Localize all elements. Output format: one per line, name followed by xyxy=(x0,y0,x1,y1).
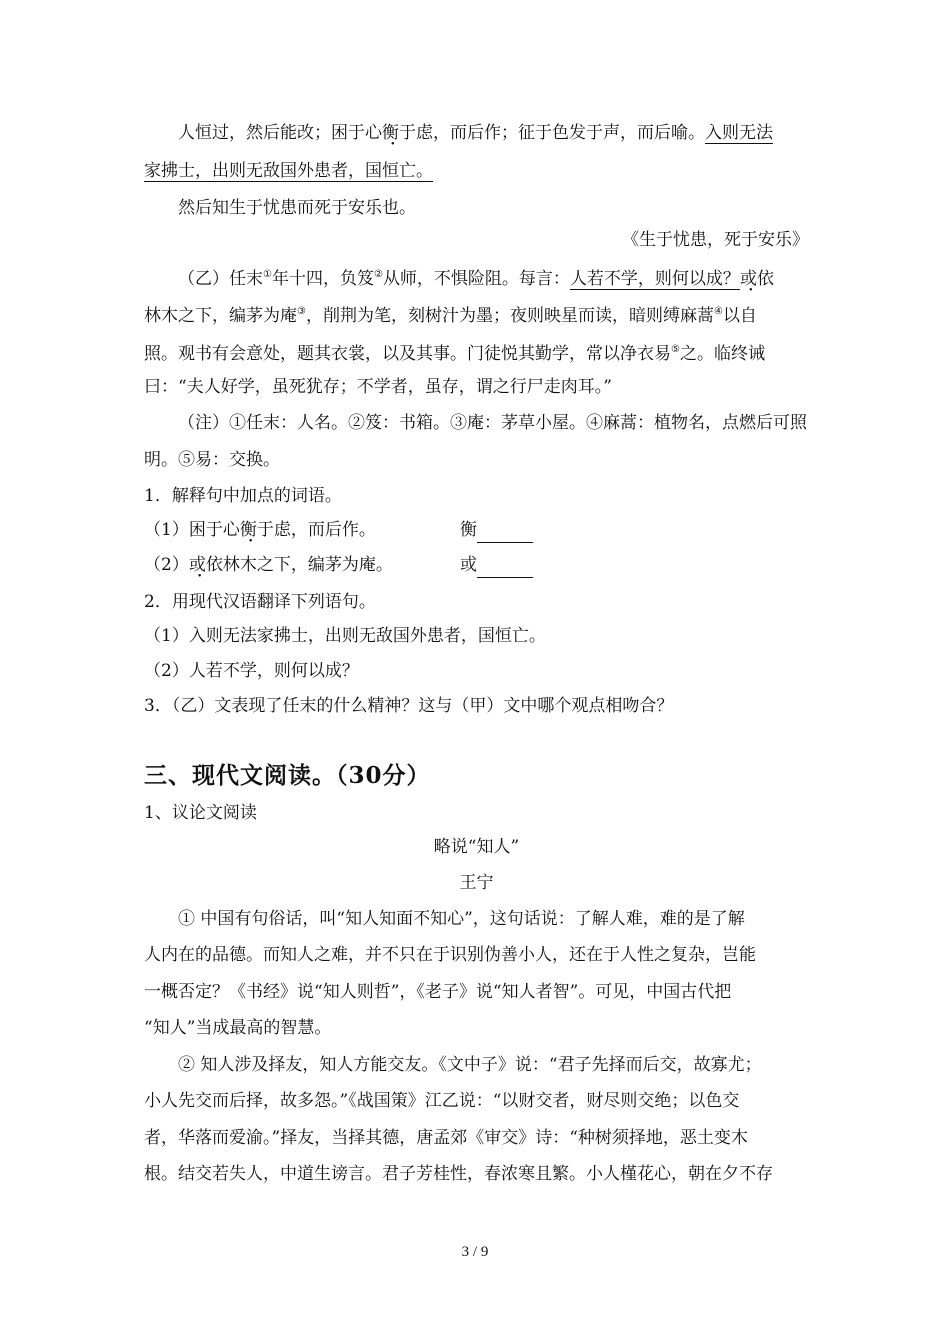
answer-blank[interactable] xyxy=(477,522,533,543)
passage-yi-note-2: 明。⑤易：交换。 xyxy=(144,450,280,470)
section-subheading: 1、议论文阅读 xyxy=(144,803,257,823)
passage-yi-line-1: （乙）任末①年十四，负笈②从师，不惧险阻。每言：人若不学，则何以成？或依 xyxy=(178,269,774,289)
underlined-sentence: 入则无法 xyxy=(705,123,773,143)
article-title: 略说“知人” xyxy=(433,837,520,857)
underlined-sentence: 人若不学，则何以成？ xyxy=(569,269,740,289)
question-2-1: （1）入则无法家拂士，出则无敌国外患者，国恒亡。 xyxy=(144,626,546,646)
passage-yi-line-3: 照。观书有会意处，题其衣裳，以及其事。门徒悦其勤学，常以净衣易⑤之。临终诫 xyxy=(144,344,765,364)
dotted-char: 或 xyxy=(739,269,757,289)
dotted-char: 或 xyxy=(188,555,206,575)
paragraph-1-line-1: ① 中国有句俗话，叫“知人知面不知心”，这句话说：了解人难，难的是了解 xyxy=(178,909,745,929)
paragraph-2-line-2: 小人先交而后择，故多怨。”《战国策》江乙说：“以财交者，财尽则交绝；以色交 xyxy=(144,1091,740,1111)
dotted-char: 衡 xyxy=(382,123,399,143)
passage-jia-line-1: 人恒过，然后能改；困于心衡于虑，而后作；征于色发于声，而后喻。入则无法 xyxy=(178,123,773,143)
question-2: 2．用现代汉语翻译下列语句。 xyxy=(144,592,376,612)
answer-blank[interactable] xyxy=(477,557,533,578)
paragraph-1-line-3: 一概否定？《书经》说“知人则哲”，《老子》说“知人者智”。可见，中国古代把 xyxy=(144,982,732,1002)
question-1-2-answer: 或 xyxy=(460,552,533,578)
paragraph-1-line-2: 人内在的品德。而知人之难，并不只在于识别伪善小人，还在于人性之复杂，岂能 xyxy=(144,945,756,965)
article-author: 王宁 xyxy=(459,873,494,893)
dotted-char: 衡 xyxy=(239,520,257,540)
question-2-2: （2）人若不学，则何以成？ xyxy=(144,661,359,681)
passage-jia-source: 《生于忧患，死于安乐》 xyxy=(622,230,809,250)
question-3: 3．（乙）文表现了任末的什么精神？这与（甲）文中哪个观点相吻合？ xyxy=(144,696,674,716)
paragraph-1-line-4: “知人”当成最高的智慧。 xyxy=(144,1018,332,1038)
passage-yi-line-2: 林木之下，编茅为庵③，削荆为笔，刻树汁为墨；夜则映星而读，暗则缚麻蒿④以自 xyxy=(144,306,757,326)
page-number: 3 / 9 xyxy=(461,1244,489,1260)
passage-jia-line-3: 然后知生于忧患而死于安乐也。 xyxy=(178,198,416,218)
paragraph-2-line-1: ② 知人涉及择友，知人方能交友。《文中子》说：“君子先择而后交，故寡尤； xyxy=(178,1055,762,1075)
question-1-2: （2）或依林木之下，编茅为庵。 xyxy=(144,555,393,575)
section-heading: 三、现代文阅读。（30分） xyxy=(144,762,431,789)
underlined-sentence: 家拂士，出则无敌国外患者，国恒亡。 xyxy=(144,161,433,181)
paragraph-2-line-3: 者，华落而爱渝。”择友，当择其德，唐孟郊《审交》诗：“种树须择地，恶土变木 xyxy=(144,1128,748,1148)
passage-yi-line-4: 曰：“夫人好学，虽死犹存；不学者，虽存，谓之行尸走肉耳。” xyxy=(144,377,612,397)
passage-jia-line-2 xyxy=(144,158,433,184)
paragraph-2-line-4: 根。结交若失人，中道生谤言。君子芳桂性，春浓寒且繁。小人槿花心，朝在夕不存 xyxy=(144,1164,773,1184)
question-1-1-answer: 衡 xyxy=(460,517,533,543)
question-1-1: （1）困于心衡于虑，而后作。 xyxy=(144,520,376,540)
question-1: 1．解释句中加点的词语。 xyxy=(144,486,342,506)
passage-yi-note-1: （注）①任末：人名。②笈：书箱。③庵：茅草小屋。④麻蒿：植物名，点燃后可照 xyxy=(178,413,807,433)
